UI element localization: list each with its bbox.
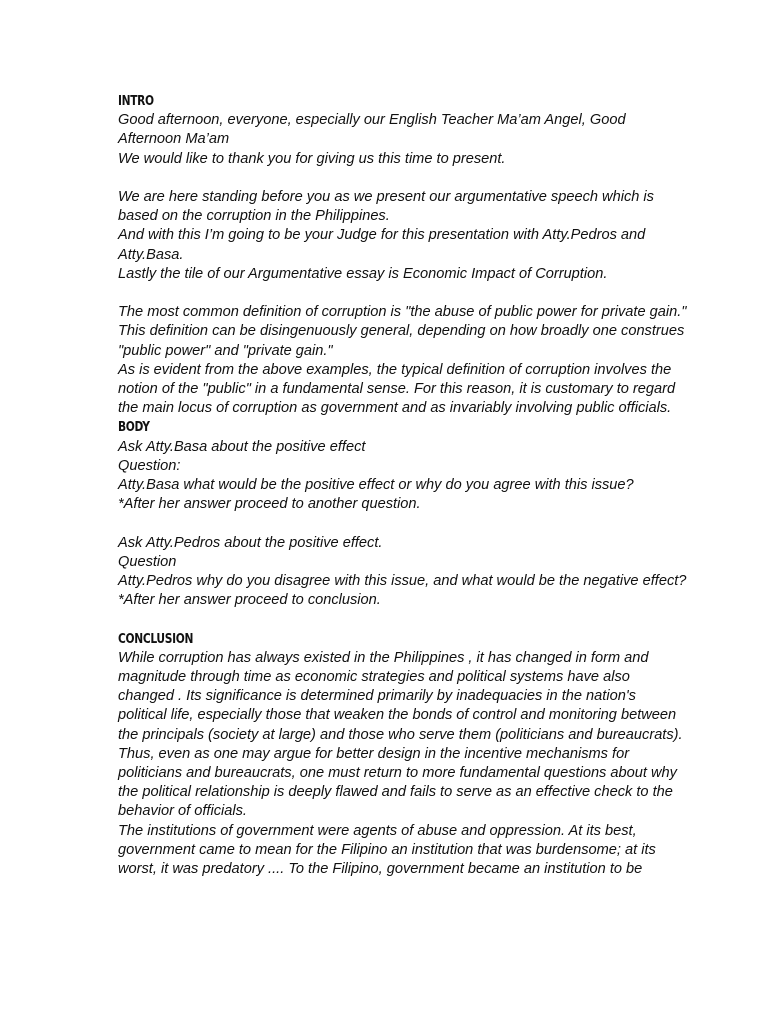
spacer bbox=[118, 169, 688, 188]
body-ask-pedros: Ask Atty.Pedros about the positive effect. bbox=[118, 534, 383, 551]
intro-judge: And with this I’m going to be your Judge for this presentation with Atty.Pedros and Atty.Basa. bbox=[118, 227, 649, 263]
intro-essay-title: Lastly the tile of our Argumentative essay is Economic Impact of Corruption. bbox=[118, 265, 608, 282]
body-question-label-2: Question bbox=[118, 553, 177, 570]
body-question-label-1: Question: bbox=[118, 457, 181, 474]
body-question-basa: Atty.Basa what would be the positive effect or why do you agree with this issue? bbox=[118, 477, 634, 494]
document-page bbox=[118, 92, 691, 879]
intro-greeting: Good afternoon, everyone, especially our English Teacher Ma’am Angel, Good Afternoon Ma’am bbox=[118, 112, 630, 148]
body-question-pedros: Atty.Pedros why do you disagree with this issue, and what would be the negative effect? bbox=[118, 573, 687, 590]
spacer bbox=[118, 284, 688, 303]
body-note-1: *After her answer proceed to another question. bbox=[118, 496, 421, 513]
conclusion-paragraph-2: The institutions of government were agents of abuse and oppression. At its best, government came to mean for the Filipino an institution that was burdensome; at its worst, it was predatory .... To the Filipino, government became an institution to be bbox=[118, 822, 660, 878]
spacer bbox=[118, 514, 688, 533]
intro-speech-topic: We are here standing before you as we present our argumentative speech which is based on the corruption in the Philippines. bbox=[118, 189, 659, 225]
intro-thanks: We would like to thank you for giving us this time to present. bbox=[118, 150, 506, 167]
intro-heading: INTRO bbox=[118, 94, 154, 109]
body-note-2: *After her answer proceed to conclusion. bbox=[118, 592, 381, 609]
body-heading: BODY bbox=[118, 420, 150, 436]
intro-definition: The most common definition of corruption is "the abuse of public power for private gain." This definition can be disingenuously general, depending on how broadly one construes "public power" and "private gain." bbox=[118, 304, 691, 359]
conclusion-heading: CONCLUSION bbox=[118, 631, 194, 647]
body-ask-basa: Ask Atty.Basa about the positive effect bbox=[118, 438, 366, 455]
intro-public-notion: As is evident from the above examples, the typical definition of corruption involves the notion of the "public" in a fundamental sense. For this reason, it is customary to regard the main locus of corruption as government and as invariably involving public officials. bbox=[118, 361, 680, 417]
conclusion-paragraph-1: While corruption has always existed in the Philippines , it has changed in form and magnitude through time as economic strategies and political systems have also changed . Its significance is determined primarily by inadequacies in the nation's political life, especially those that weaken the bonds of control and monitoring between the principals (society at large) and those who serve them (politicians and bureaucrats). Thus, even as one may argue for better design in the incentive mechanisms for politicians and bureaucrats, one must return to more fundamental questions about why the political relationship is deeply flawed and fails to serve as an effective check to the behavior of officials. bbox=[118, 649, 687, 820]
spacer bbox=[118, 610, 688, 629]
